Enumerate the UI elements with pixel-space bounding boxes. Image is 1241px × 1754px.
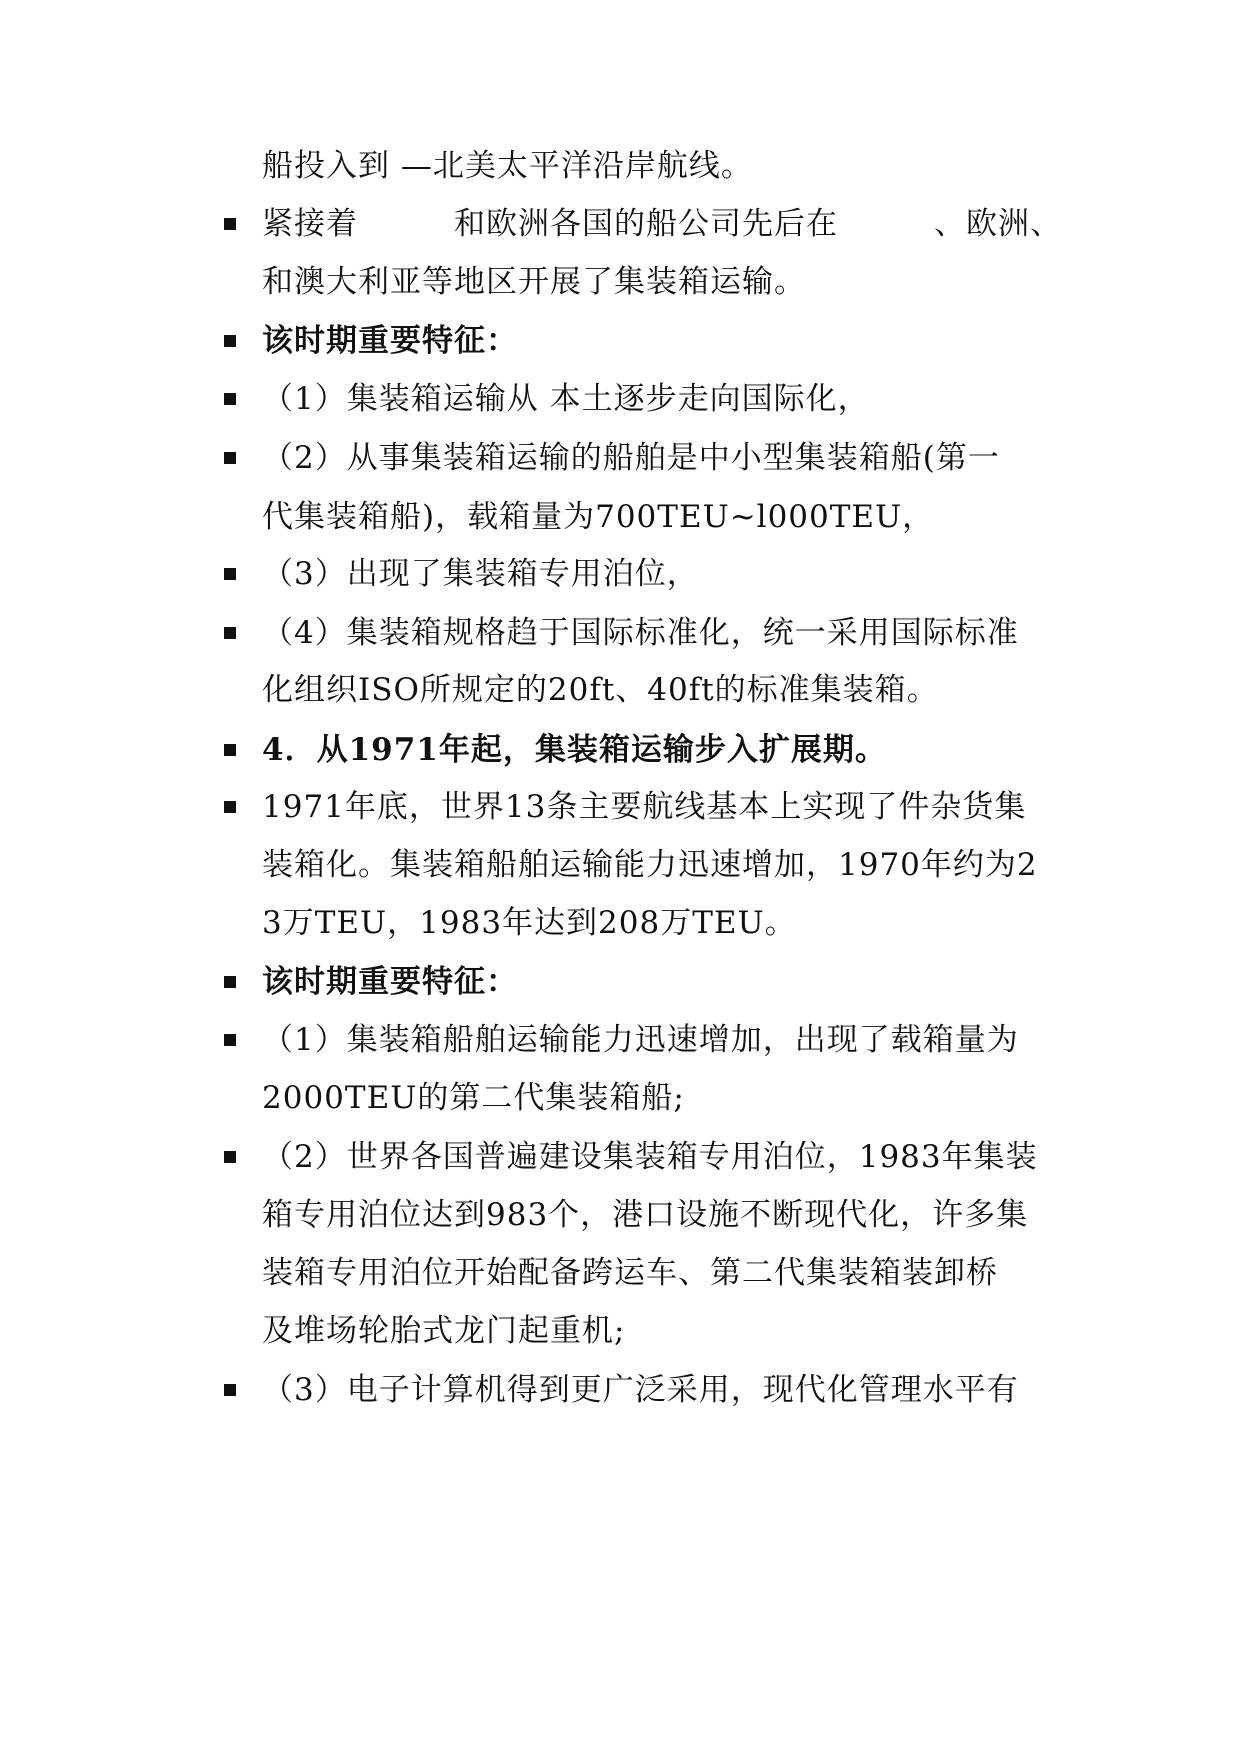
section-heading: 4．从1971年起，集装箱运输步入扩展期。 <box>262 732 887 768</box>
text-line: 装箱专用泊位开始配备跨运车、第二代集装箱装卸桥 <box>262 1255 998 1291</box>
text-line: 2000TEU的第二代集装箱船; <box>262 1080 685 1116</box>
bullet-icon <box>224 1151 236 1163</box>
text-line: （3）出现了集装箱专用泊位， <box>262 556 699 592</box>
bullet-icon <box>224 1384 236 1396</box>
text-line: 箱专用泊位达到983个，港口设施不断现代化，许多集 <box>262 1197 1029 1233</box>
text-line: 紧接着 和欧洲各国的船公司先后在 、欧洲、 <box>262 206 1062 242</box>
text-line: 化组织ISO所规定的20ft、40ft的标准集装箱。 <box>262 672 939 708</box>
text-line: （1）集装箱船舶运输能力迅速增加，出现了载箱量为 <box>262 1022 1019 1058</box>
bullet-icon <box>224 335 236 347</box>
bullet-icon <box>224 744 236 756</box>
bullet-icon <box>224 627 236 639</box>
text-line: （1）集装箱运输从 本土逐步走向国际化， <box>262 381 870 417</box>
text-line: 及堆场轮胎式龙门起重机; <box>262 1313 626 1349</box>
text-line: 3万TEU，1983年达到208万TEU。 <box>262 905 797 941</box>
section-heading: 该时期重要特征： <box>262 323 518 359</box>
text-line: 船投入到 —北美太平洋沿岸航线。 <box>262 148 753 184</box>
text-line: 1971年底，世界13条主要航线基本上实现了件杂货集 <box>262 789 1027 825</box>
bullet-icon <box>224 218 236 230</box>
bullet-icon <box>224 801 236 813</box>
bullet-icon <box>224 568 236 580</box>
bullet-icon <box>224 393 236 405</box>
section-heading: 该时期重要特征： <box>262 964 518 1000</box>
bullet-icon <box>224 452 236 464</box>
text-line: （4）集装箱规格趋于国际标准化，统一采用国际标准 <box>262 615 1019 651</box>
text-line: 和澳大利亚等地区开展了集装箱运输。 <box>262 264 806 300</box>
text-line: （3）电子计算机得到更广泛采用，现代化管理水平有 <box>262 1372 1019 1408</box>
text-line: 装箱化。集装箱船舶运输能力迅速增加，1970年约为2 <box>262 847 1038 883</box>
text-line: （2）从事集装箱运输的船舶是中小型集装箱船(第一 <box>262 440 1000 476</box>
bullet-icon <box>224 1034 236 1046</box>
text-line: （2）世界各国普遍建设集装箱专用泊位，1983年集装 <box>262 1139 1038 1175</box>
text-line: 代集装箱船)，载箱量为700TEU~l000TEU， <box>262 499 935 535</box>
bullet-icon <box>224 976 236 988</box>
